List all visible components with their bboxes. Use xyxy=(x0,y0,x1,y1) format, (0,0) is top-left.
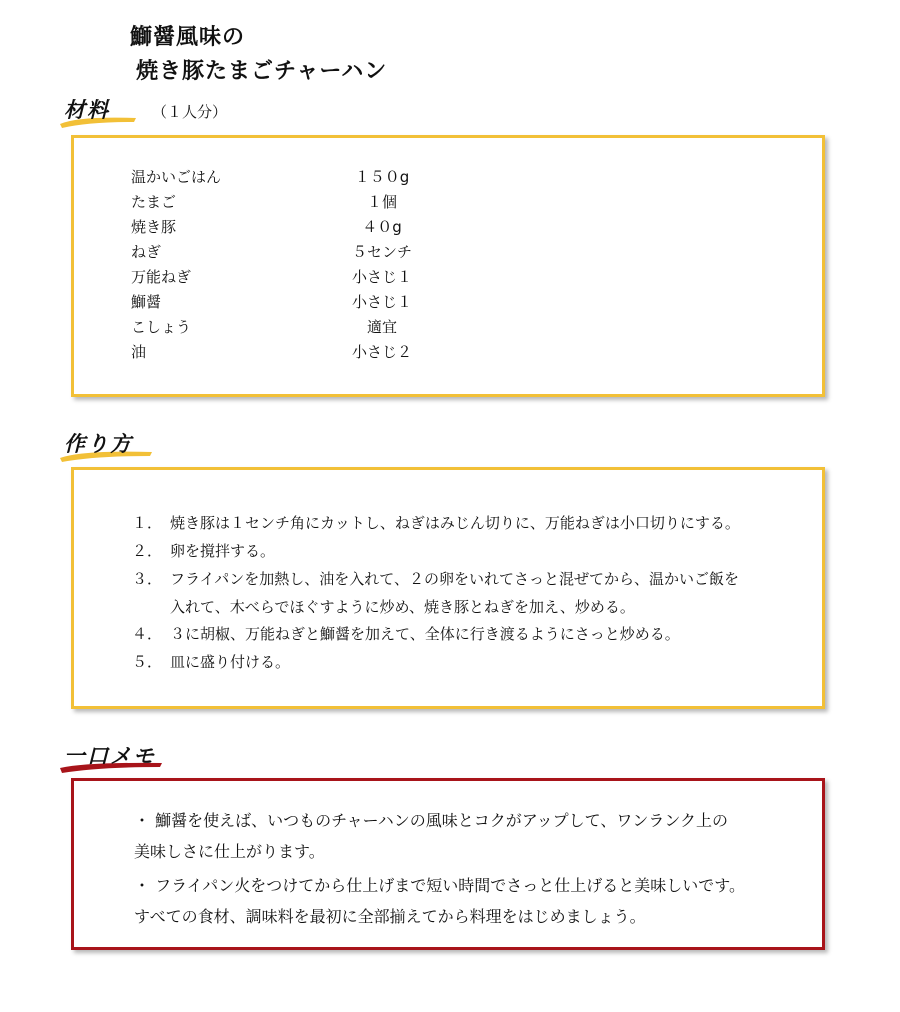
recipe-title-line-1: 鰤醤風味の xyxy=(130,25,246,50)
step-number: ２． xyxy=(132,542,163,560)
ingredient-row xyxy=(131,241,531,263)
ingredient-amount: １個 xyxy=(366,193,397,211)
ingredient-name: たまご xyxy=(131,193,177,211)
ingredient-row xyxy=(131,316,531,338)
step-number: １． xyxy=(132,514,163,532)
memo-line: 美味しさに仕上がります。 xyxy=(134,842,325,861)
step-text: フライパンを加熱し、油を入れて、２の卵をいれてさっと混ぜてから、温かいご飯を xyxy=(170,570,739,588)
servings-note: （１人分） xyxy=(152,103,228,121)
recipe-title-line-2: 焼き豚たまごチャーハン xyxy=(136,59,388,84)
ingredient-row xyxy=(131,291,531,313)
ingredients-box xyxy=(71,135,825,397)
step-number: ５． xyxy=(132,653,163,671)
ingredient-name: こしょう xyxy=(131,318,192,336)
ingredient-name: 焼き豚 xyxy=(131,218,177,236)
ingredient-row xyxy=(131,266,531,288)
step-text: 卵を撹拌する。 xyxy=(170,542,276,560)
memo-line: すべての食材、調味料を最初に全部揃えてから料理をはじめましょう。 xyxy=(134,907,646,926)
memo-line: ・ フライパン火をつけてから仕上げまで短い時間でさっと仕上げると美味しいです。 xyxy=(134,876,746,895)
ingredient-row xyxy=(131,216,531,238)
ingredient-amount: 適宜 xyxy=(366,318,397,336)
ingredient-row xyxy=(131,341,531,363)
memo-heading: 一口メモ xyxy=(64,744,156,768)
ingredient-amount: 小さじ２ xyxy=(351,343,412,361)
step-number: ３． xyxy=(132,570,163,588)
ingredient-amount: 小さじ１ xyxy=(351,268,412,286)
step-text: 焼き豚は１センチ角にカットし、ねぎはみじん切りに、万能ねぎは小口切りにする。 xyxy=(170,514,740,532)
ingredients-heading: 材料 xyxy=(64,98,110,122)
ingredient-name: 油 xyxy=(131,343,147,361)
ingredient-name: 鰤醤 xyxy=(131,293,162,311)
ingredient-row xyxy=(131,191,531,213)
ingredient-row xyxy=(131,166,531,188)
step-text: ３に胡椒、万能ねぎと鰤醤を加えて、全体に行き渡るようにさっと炒める。 xyxy=(170,625,680,643)
memo-box xyxy=(71,778,825,950)
ingredient-name: ねぎ xyxy=(131,243,162,261)
step-text: 入れて、木べらでほぐすように炒め、焼き豚とねぎを加え、炒める。 xyxy=(170,598,635,616)
ingredient-name: 万能ねぎ xyxy=(131,268,192,286)
step-number: ４． xyxy=(132,625,163,643)
step-text: 皿に盛り付ける。 xyxy=(170,653,291,671)
method-box xyxy=(71,467,825,709)
method-heading: 作り方 xyxy=(64,432,133,456)
ingredient-amount: １５０g xyxy=(354,168,410,186)
ingredient-amount: ４０g xyxy=(362,218,402,236)
memo-line: ・ 鰤醤を使えば、いつものチャーハンの風味とコクがアップして、ワンランク上の xyxy=(134,811,729,830)
ingredient-name: 温かいごはん xyxy=(131,168,222,186)
ingredient-amount: 小さじ１ xyxy=(351,293,412,311)
ingredient-amount: ５センチ xyxy=(351,243,412,261)
